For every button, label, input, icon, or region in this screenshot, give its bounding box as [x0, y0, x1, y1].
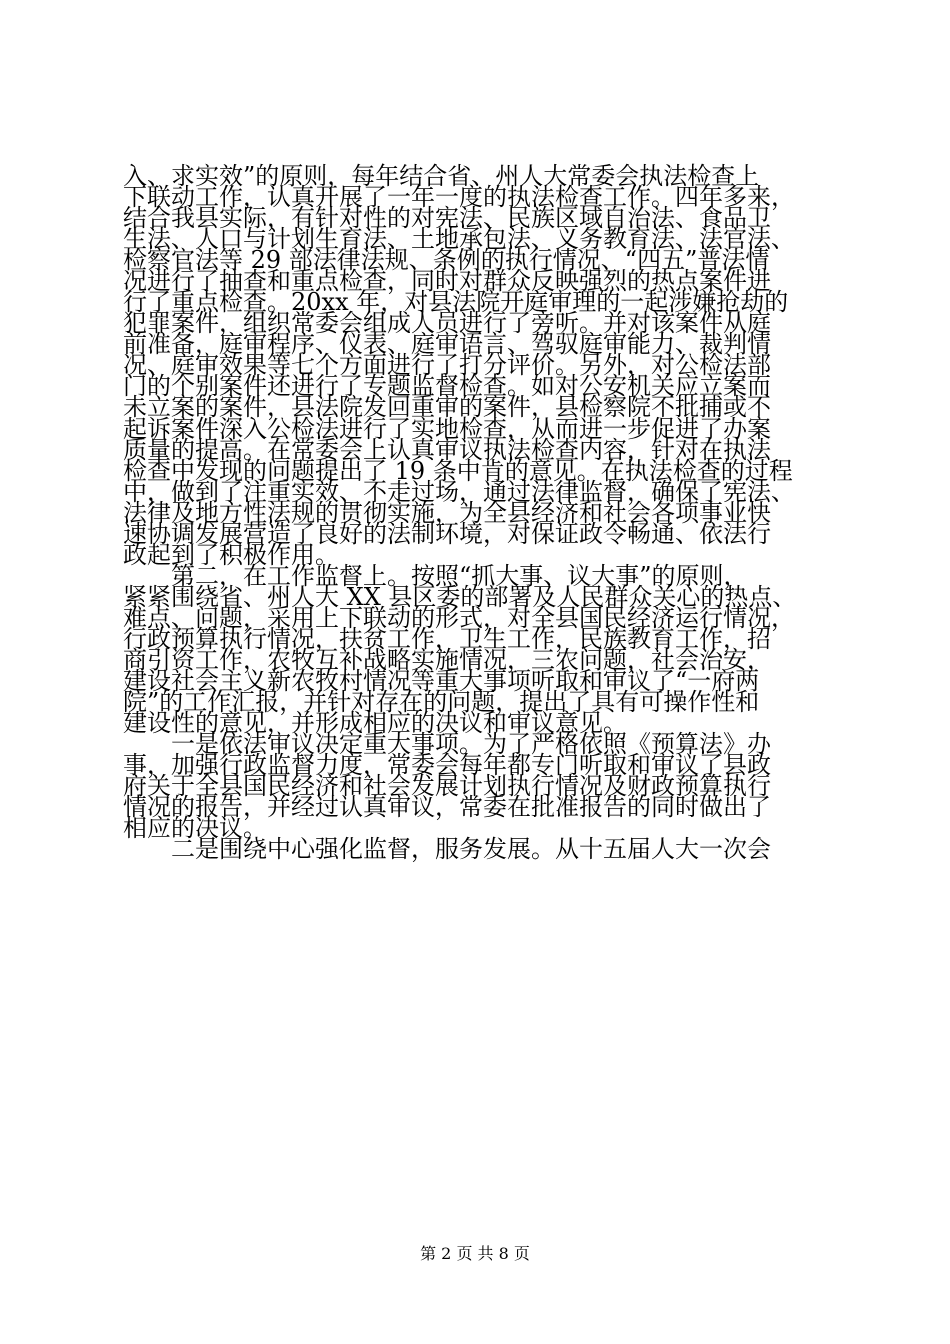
body-text-line: 入、求实效”的原则，每年结合省、州人大常委会执法检查上 — [123, 162, 760, 190]
body-text-line: 难点、问题，采用上下联动的形式，对全县国民经济运行情况， — [123, 603, 795, 632]
body-text-line: 行了重点检查。20xx 年，对县法院开庭审理的一起涉嫌抢劫的 — [123, 288, 789, 317]
body-text-line: 紧紧围绕省、州人大 XX 县区委的部署及人民群众关心的热点、 — [123, 582, 797, 611]
body-text-line: 府关于全县国民经济和社会发展计划执行情况及财政预算执行 — [123, 772, 771, 801]
body-text-line: 下联动工作，认真开展了一年一度的执法检查工作。四年多来， — [123, 183, 795, 212]
body-text-line: 未立案的案件，县法院发回重审的案件，县检察院不批捕或不 — [123, 393, 771, 422]
body-text-line: 检查中发现的问题提出了 19 条中肯的意见。在执法检查的过程 — [123, 456, 793, 485]
body-text-line: 检察官法等 29 部法律法规、条例的执行情况、“四五”普法情 — [123, 246, 770, 275]
body-text-line: 商引资工作，农牧互补战略实施情况，三农问题，社会治安， — [123, 645, 771, 674]
body-text-line: 事，加强行政监督力度，常委会每年都专门听取和审议了县政 — [123, 751, 771, 780]
body-text-line: 政起到了积极作用。 — [123, 540, 339, 569]
body-text-line: 院”的工作汇报，并针对存在的问题，提出了具有可操作性和 — [123, 688, 760, 717]
body-text-line: 法律及地方性法规的贯彻实施，为全县经济和社会各项事业快 — [123, 498, 771, 527]
body-text-line: 前准备，庭审程序、仪表、庭审语言、驾驭庭审能力、裁判情 — [123, 330, 771, 359]
paragraph-start-line: 第二，在工作监督上。按照“抓大事、议大事”的原则， — [123, 561, 748, 590]
body-text-line: 相应的决议。 — [123, 814, 267, 843]
body-text-line: 质量的提高。在常委会上认真审议执法检查内容，针对在执法 — [123, 435, 771, 464]
page-footer: 第 2 页 共 8 页 — [420, 1244, 530, 1263]
body-text-line: 起诉案件深入公检法进行了实地检查，从而进一步促进了办案 — [123, 414, 771, 443]
body-text-line: 情况的报告，并经过认真审议，常委在批准报告的同时做出了 — [123, 793, 771, 822]
paragraph-start-line: 二是围绕中心强化监督，服务发展。从十五届人大一次会 — [123, 835, 771, 864]
paragraph-start-line: 一是依法审议决定重大事项。为了严格依照《预算法》办 — [123, 730, 771, 759]
body-text-line: 建设社会主义新农牧村情况等重大事项听取和审议了“一府两 — [123, 667, 760, 696]
body-text-line: 中，做到了注重实效、不走过场，通过法律监督，确保了宪法、 — [123, 477, 795, 506]
body-text-line: 况、庭审效果等七个方面进行了打分评价。另外，对公检法部 — [123, 351, 771, 380]
body-text-line: 生法、人口与计划生育法、土地承包法、义务教育法、法官法、 — [123, 225, 795, 254]
body-text-line: 况进行了抽查和重点检查，同时对群众反映强烈的热点案件进 — [123, 267, 771, 296]
body-text-line: 速协调发展营造了良好的法制环境，对保证政令畅通、依法行 — [123, 519, 771, 548]
body-text-line: 行政预算执行情况，扶贫工作，卫生工作，民族教育工作，招 — [123, 624, 771, 653]
body-text-line: 门的个别案件还进行了专题监督检查。如对公安机关应立案而 — [123, 372, 771, 401]
body-text-line: 结合我县实际，有针对性的对宪法、民族区域自治法、食品卫 — [123, 204, 771, 233]
body-text-line: 建设性的意见，并形成相应的决议和审议意见。 — [123, 709, 627, 738]
body-text-line: 犯罪案件，组织常委会组成人员进行了旁听。并对该案件从庭 — [123, 309, 771, 338]
